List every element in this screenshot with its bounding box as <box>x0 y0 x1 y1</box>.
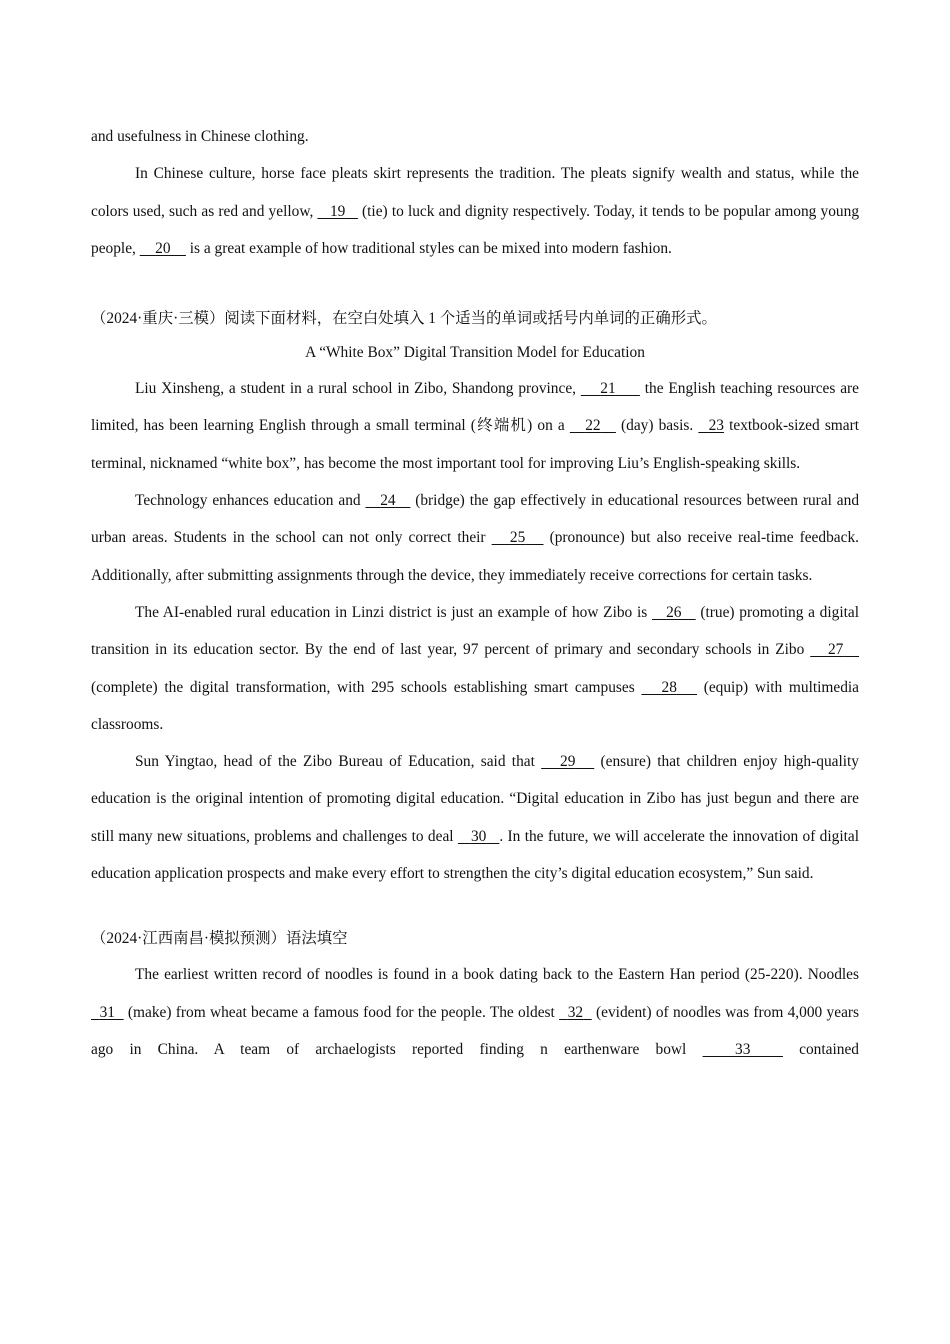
blank-30: 30 <box>470 827 487 845</box>
paragraph-text: Sun Yingtao, head of the Zibo Bureau of Education, said that <box>135 753 542 771</box>
paragraph-text: The AI-enabled rural education in Linzi district is just an example of how Zibo is <box>135 603 652 621</box>
blank-24: 24 <box>380 492 396 510</box>
passage-title: A “White Box” Digital Transition Model for Education <box>305 344 645 362</box>
paragraph-text: (make) from wheat became a famous food for the people. The oldest <box>123 1003 560 1021</box>
paragraph-text: (equip) with multimedia classrooms. <box>91 678 860 733</box>
paragraph-text: (complete) the digital transformation, with 295 schools establishing smart campuses <box>91 678 642 696</box>
paragraph-text: (pronounce) but also receive real-time feedback. Additionally, after submitting assignments through the device, they immediately receive corrections for certain tasks. <box>91 529 859 584</box>
paragraph-skirt <box>91 155 859 267</box>
paragraph-text: textbook-sized smart terminal, nicknamed “white box”, has become the most important tool for improving Liu’s English-speaking skills. <box>91 417 860 472</box>
paragraph-text: (evident) of noodles was from 4,000 years ago in China. A team of archaelogists reported finding n earthenware bowl <box>91 1003 860 1058</box>
paragraph-text: the English teaching resources are limited, has been learning English through a small terminal (终端机) on a <box>91 380 859 435</box>
blank-31: 31 <box>99 1003 115 1021</box>
paragraph-text: . In the future, we will accelerate the innovation of digital education application prospects and make every effort to strengthen the city’s digital education ecosystem,” Sun said. <box>91 827 859 883</box>
blank-22: 22 <box>585 417 601 435</box>
blank-23: 23 <box>708 417 724 435</box>
paragraph-technology <box>91 482 859 594</box>
blank-20: 20 <box>155 239 171 257</box>
paragraph-text: Liu Xinsheng, a student in a rural school in Zibo, Shandong province, <box>135 380 581 398</box>
paragraph-sun <box>91 743 859 892</box>
blank-19: 19 <box>329 202 346 220</box>
paragraph-text: (true) promoting a digital transition in its education sector. By the end of last year, 97 percent of primary and secondary schools in Zibo <box>91 603 859 659</box>
blank-29: 29 <box>560 753 576 771</box>
paragraph-text: (day) basis. <box>615 417 699 435</box>
paragraph-text: In Chinese culture, horse face pleats skirt represents the tradition. The pleats signify wealth and status, while the colors used, such as red and yellow, <box>91 165 859 220</box>
blank-33: 33 <box>735 1040 751 1058</box>
blank-25: 25 <box>509 529 526 547</box>
blank-21: 21 <box>600 380 616 398</box>
paragraph-text: is a great example of how traditional styles can be mixed into modern fashion. <box>185 239 672 257</box>
paragraph-text: (bridge) the gap effectively in educational resources between rural and urban areas. Students in the school can not only correct their <box>91 492 860 547</box>
blank-28: 28 <box>661 678 677 696</box>
exercise-header: （2024·重庆·三模）阅读下面材料，在空白处填入 1 个适当的单词或括号内单词的正确形式。 <box>91 310 717 328</box>
document-page <box>91 118 859 1068</box>
paragraph-text: (ensure) that children enjoy high-quality education is the original intention of promoting digital education. “Digital education in Zibo has just begun and there are still many new situations, problems and challenges to deal <box>91 753 859 845</box>
exercise-header: （2024·江西南昌·模拟预测）语法填空 <box>91 930 348 948</box>
paragraph-text: contained <box>782 1040 859 1058</box>
paragraph-text: Technology enhances education and <box>135 492 366 510</box>
paragraph-text: The earliest written record of noodles is found in a book dating back to the Eastern Han period (25-220). Noodles <box>135 966 859 984</box>
paragraph-noodles <box>91 956 859 1068</box>
paragraph-fragment <box>91 118 859 155</box>
paragraph-text: and usefulness in Chinese clothing. <box>91 128 309 145</box>
blank-32: 32 <box>567 1003 584 1021</box>
blank-26: 26 <box>666 603 682 621</box>
paragraph-linzi <box>91 594 859 743</box>
blank-27: 27 <box>827 641 844 659</box>
paragraph-liu <box>91 370 859 482</box>
paragraph-text: (tie) to luck and dignity respectively. Today, it tends to be popular among young people, <box>91 202 860 257</box>
